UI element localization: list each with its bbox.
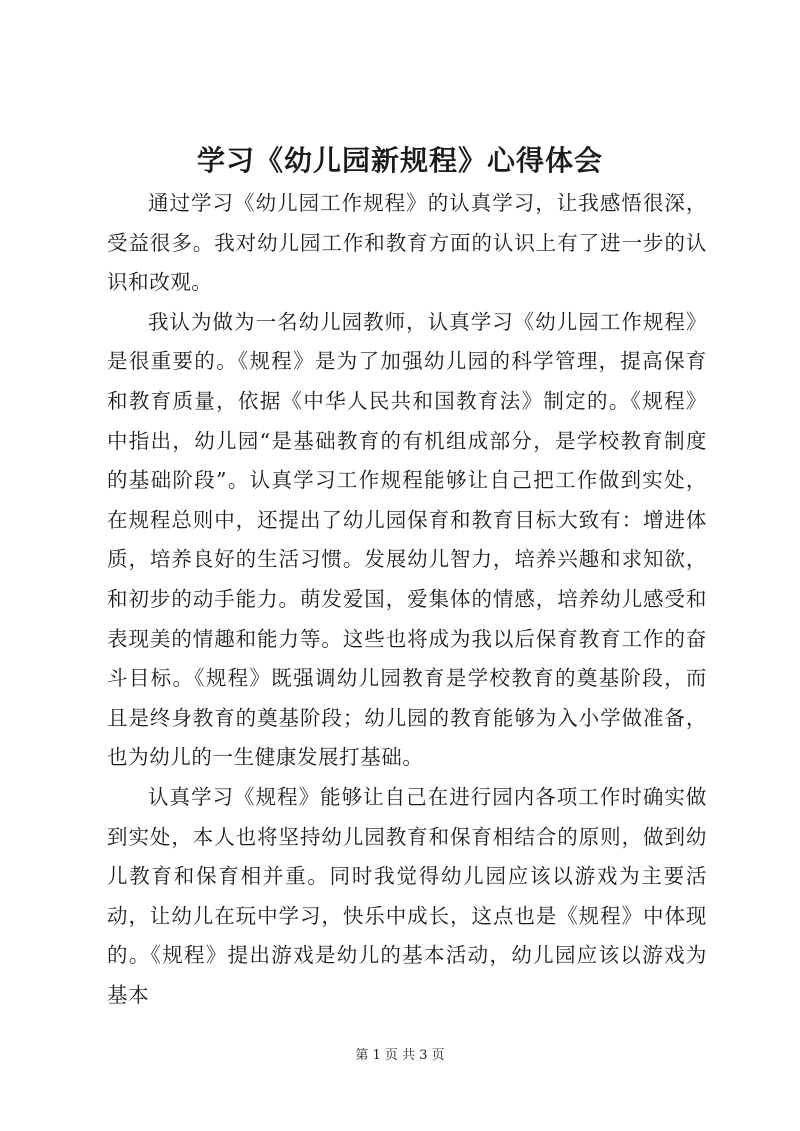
document-body: [107, 184, 707, 1015]
paragraph-3: 认真学习《规程》能够让自己在进行园内各项工作时确实做到实处，本人也将坚持幼儿园教育和保育相结合的原则，做到幼儿教育和保育相并重。同时我觉得幼儿园应该以游戏为主要活动，让幼儿在玩中学习，快乐中成长，这点也是《规程》中体现的。《规程》提出游戏是幼儿的基本活动，幼儿园应该以游戏为基本: [107, 784, 707, 1007]
paragraph-2: 我认为做为一名幼儿园教师，认真学习《幼儿园工作规程》是很重要的。《规程》是为了加强幼儿园的科学管理，提高保育和教育质量，依据《中华人民共和国教育法》制定的。《规程》中指出，幼儿园“是基础教育的有机组成部分，是学校教育制度的基础阶段”。认真学习工作规程能够让自己把工作做到实处，在规程总则中，还提出了幼儿园保育和教育目标大致有：增进体质，培养良好的生活习惯。发展幼儿智力，培养兴趣和求知欲，和初步的动手能力。萌发爱国，爱集体的情感，培养幼儿感受和表现美的情趣和能力等。这些也将成为我以后保育教育工作的奋斗目标。《规程》既强调幼儿园教育是学校教育的奠基阶段，而且是终身教育的奠基阶段；幼儿园的教育能够为入小学做准备，也为幼儿的一生健康发展打基础。: [107, 309, 707, 770]
page-footer: 第 1 页 共 3 页: [355, 1048, 445, 1063]
paragraph-1: 通过学习《幼儿园工作规程》的认真学习，让我感悟很深，受益很多。我对幼儿园工作和教育方面的认识上有了进一步的认识和改观。: [107, 191, 707, 295]
document-title: 学习《幼儿园新规程》心得体会: [196, 144, 603, 177]
